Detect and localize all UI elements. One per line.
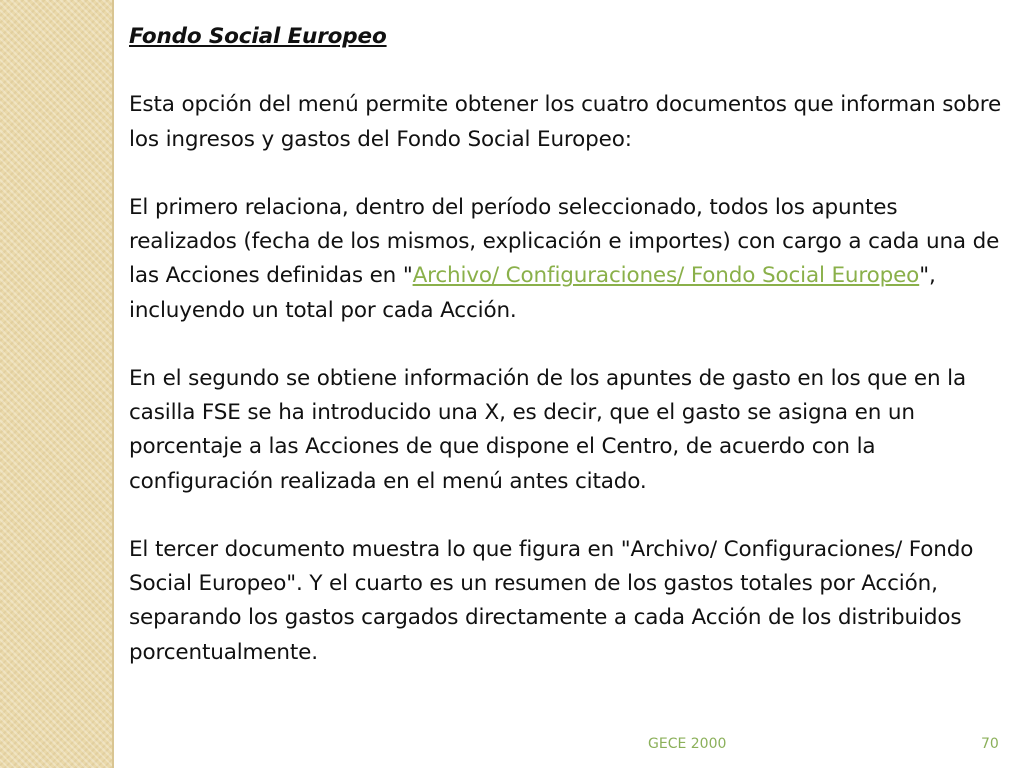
intro-paragraph: Esta opción del menú permite obtener los cuatro documentos que informan sobre los ingresos y gastos del Fondo Social Europeo: [129,92,1002,152]
configuration-link[interactable]: Archivo/ Configuraciones/ Fondo Social Europeo [412,263,920,289]
first-document-paragraph [129,191,1009,328]
third-fourth-document-paragraph: El tercer documento muestra lo que figura en "Archivo/ Configuraciones/ Fondo Social Europeo". Y el cuarto es un resumen de los gastos totales por Acción, separando los gastos cargados directamente a cada Acción de los distribuidos porcentualmente. [129,536,974,665]
footer-label: GECE 2000 [648,736,727,752]
page-number: 70 [981,736,999,752]
slide-title: Fondo Social Europeo [129,24,387,49]
second-document-paragraph: En el segundo se obtiene información de los apuntes de gasto en los que en la casilla FSE se ha introducido una X, es decir, que el gasto se asigna en un porcentaje a las Acciones de que dispone el Centro, de acuerdo con la configuración realizada en el menú antes citado. [129,365,967,494]
slide-content [129,20,1009,670]
first-document-text-before: El primero relaciona, dentro del período seleccionado, todos los apuntes realizados (fecha de los mismos, explicación e importes) con cargo a cada una de las Acciones definidas en " [129,194,1000,289]
first-document-text-after: ", incluyendo un total por cada Acción. [129,263,936,323]
decorative-side-strip [0,0,114,768]
